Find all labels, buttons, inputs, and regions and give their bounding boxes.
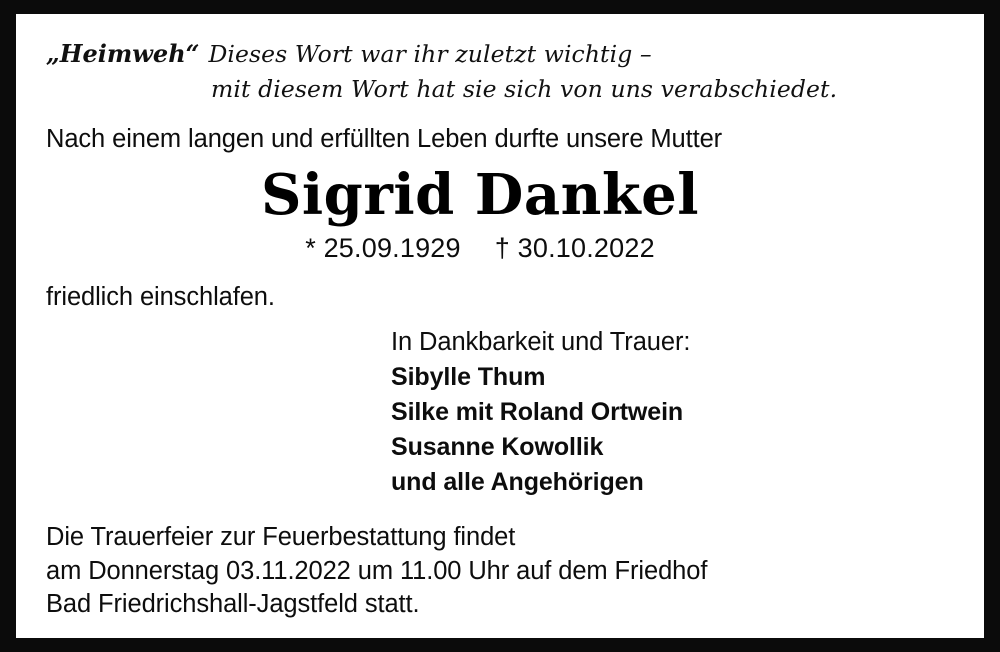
- lead-line: Nach einem langen und erfüllten Leben durfte unsere Mutter: [46, 124, 723, 153]
- mourner-name: und alle Angehörigen: [391, 468, 644, 497]
- ceremony-line: Die Trauerfeier zur Feuerbestattung findet: [46, 523, 516, 552]
- death-date: † 30.10.2022: [494, 233, 655, 264]
- ceremony-details: [46, 521, 954, 621]
- peaceful-line: friedlich einschlafen.: [46, 283, 275, 312]
- ceremony-line: am Donnerstag 03.11.2022 um 11.00 Uhr auf dem Friedhof: [46, 556, 708, 585]
- life-dates: [46, 233, 954, 264]
- quote-line-1-text: Dieses Wort war ihr zuletzt wichtig –: [208, 40, 652, 68]
- quote-line-2-text: mit diesem Wort hat sie sich von uns verabschiedet.: [211, 75, 838, 104]
- mourners-intro: In Dankbarkeit und Trauer:: [391, 328, 691, 357]
- quote-keyword: „Heimweh“: [46, 39, 200, 68]
- mourner-name: Silke mit Roland Ortwein: [391, 398, 684, 427]
- mourner-name: Sibylle Thum: [391, 363, 546, 392]
- ceremony-line: Bad Friedrichshall-Jagstfeld statt.: [46, 590, 420, 619]
- quote-first-line: [46, 38, 954, 70]
- obituary-notice: [16, 14, 984, 638]
- mourners-block: [391, 328, 954, 497]
- birth-date: * 25.09.1929: [305, 233, 461, 264]
- deceased-name: Sigrid Dankel: [260, 161, 700, 228]
- mourner-name: Susanne Kowollik: [391, 433, 604, 462]
- quote-block: [46, 38, 954, 106]
